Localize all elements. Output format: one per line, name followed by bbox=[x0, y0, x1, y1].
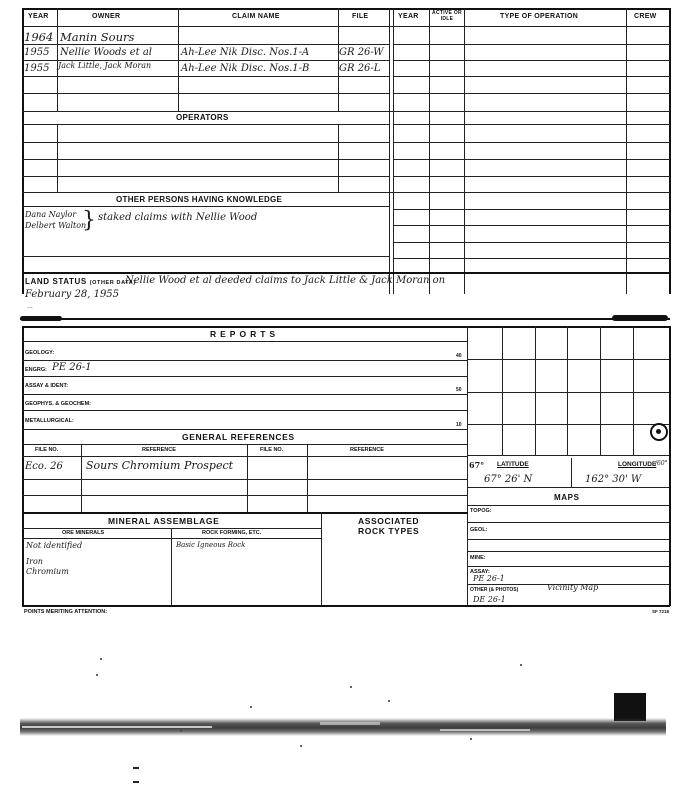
other-person-1: Dana Naylor bbox=[25, 210, 77, 219]
longitude-prefix: /60° bbox=[655, 460, 668, 467]
associated-rock-types-title-1: ASSOCIATED bbox=[358, 516, 420, 526]
maps-assay-value: PE 26-1 bbox=[473, 574, 505, 583]
maps-geol-label: GEOL: bbox=[470, 527, 488, 533]
report-metallurgical-label: METALLURGICAL: bbox=[25, 418, 74, 424]
report-num-10: 10 bbox=[456, 422, 462, 428]
maps-assay-label: ASSAY: bbox=[470, 569, 490, 575]
gen-ref-reference-value: Sours Chromium Prospect bbox=[86, 459, 234, 472]
report-geology-label: GEOLOGY: bbox=[25, 350, 55, 356]
gen-ref-file-no-value: Eco. 26 bbox=[25, 461, 63, 472]
smudge-right bbox=[612, 315, 668, 321]
header-claim-name: CLAIM NAME bbox=[232, 13, 280, 20]
maps-mine-label: MINE: bbox=[470, 555, 486, 561]
row-2-file: GR 26-W bbox=[339, 47, 384, 58]
rock-forming-1: Basic Igneous Rock bbox=[176, 541, 246, 549]
row-1-owner: Manin Sours bbox=[60, 30, 135, 44]
row-1-year: 1964 bbox=[24, 30, 54, 44]
ore-mineral-1: Not identified bbox=[26, 541, 83, 550]
row-3-file: GR 26-L bbox=[339, 63, 381, 74]
black-square bbox=[614, 693, 646, 721]
row-2-claim-name: Ah-Lee Nik Disc. Nos.1-A bbox=[181, 47, 310, 58]
ellipsis-mark: ... bbox=[27, 303, 33, 310]
row-3-claim-name: Ah-Lee Nik Disc. Nos.1-B bbox=[181, 63, 310, 74]
latitude-label: LATITUDE bbox=[497, 461, 529, 468]
other-persons-title: OTHER PERSONS HAVING KNOWLEDGE bbox=[116, 195, 283, 204]
other-person-2: Delbert Walton bbox=[25, 221, 87, 230]
longitude-value: 162° 30' W bbox=[585, 474, 642, 485]
gen-ref-header-file-no-1: FILE NO. bbox=[35, 447, 59, 453]
report-engrg-label: ENGRG: bbox=[25, 367, 47, 373]
report-engrg-value: PE 26-1 bbox=[52, 362, 92, 373]
report-geophys-label: GEOPHYS. & GEOCHEM: bbox=[25, 401, 92, 407]
maps-other-value: Vicinity Map bbox=[547, 583, 599, 592]
maps-topog-label: TOPOG: bbox=[470, 508, 492, 514]
header-year-2: YEAR bbox=[398, 13, 419, 20]
row-3-owner: Jack Little, Jack Moran bbox=[58, 61, 152, 70]
location-dot bbox=[656, 429, 661, 434]
gen-ref-header-reference-2: REFERENCE bbox=[350, 447, 384, 453]
other-persons-note: staked claims with Nellie Wood bbox=[98, 212, 258, 223]
latitude-value: 67° 26' N bbox=[484, 474, 533, 485]
row-3-year: 1955 bbox=[24, 63, 50, 74]
report-num-40: 40 bbox=[456, 353, 462, 359]
ore-minerals-header: ORE MINERALS bbox=[62, 530, 105, 536]
header-file: FILE bbox=[352, 13, 369, 20]
maps-other-value-2: DE 26-1 bbox=[473, 595, 506, 604]
maps-other-label: OTHER (& PHOTOS) bbox=[470, 587, 519, 593]
header-type-of-operation: TYPE OF OPERATION bbox=[500, 13, 579, 20]
points-meriting-attention-label: POINTS MERITING ATTENTION: bbox=[24, 609, 108, 615]
land-status-label-small: (OTHER DATA) bbox=[89, 280, 136, 286]
header-active-idle: ACTIVE OR IDLE bbox=[432, 10, 462, 22]
ore-mineral-2: Iron bbox=[26, 557, 43, 566]
latitude-prefix: 67° bbox=[469, 460, 485, 470]
form-number: SF 7218 bbox=[652, 609, 670, 614]
row-2-owner: Nellie Woods et al bbox=[60, 47, 152, 58]
report-num-50: 50 bbox=[456, 387, 462, 393]
gen-ref-header-reference-1: REFERENCE bbox=[142, 447, 176, 453]
land-status-text-line-1: Nellie Wood et al deeded claims to Jack Little & Jack Moran on bbox=[125, 275, 446, 286]
mineral-assemblage-title: MINERAL ASSEMBLAGE bbox=[108, 516, 220, 526]
ore-mineral-3: Chromium bbox=[26, 567, 69, 576]
header-year: YEAR bbox=[28, 13, 49, 20]
brace-mark: } bbox=[82, 208, 96, 233]
land-status-label: LAND STATUS (OTHER DATA) bbox=[25, 277, 136, 286]
rock-forming-header: ROCK FORMING, ETC. bbox=[202, 530, 262, 536]
land-status-text-line-2: February 28, 1955 bbox=[25, 289, 120, 300]
header-crew: CREW bbox=[634, 13, 657, 20]
longitude-label: LONGITUDE bbox=[618, 461, 657, 468]
reports-title: REPORTS bbox=[210, 329, 280, 339]
header-owner: OWNER bbox=[92, 13, 121, 20]
maps-title: MAPS bbox=[554, 493, 580, 502]
report-assay-label: ASSAY & IDENT: bbox=[25, 383, 69, 389]
associated-rock-types-title-2: ROCK TYPES bbox=[358, 526, 420, 536]
gen-ref-header-file-no-2: FILE NO. bbox=[260, 447, 284, 453]
general-references-title: GENERAL REFERENCES bbox=[182, 432, 295, 442]
row-2-year: 1955 bbox=[24, 47, 50, 58]
operators-title: OPERATORS bbox=[176, 113, 229, 122]
smudge-left bbox=[20, 316, 62, 321]
